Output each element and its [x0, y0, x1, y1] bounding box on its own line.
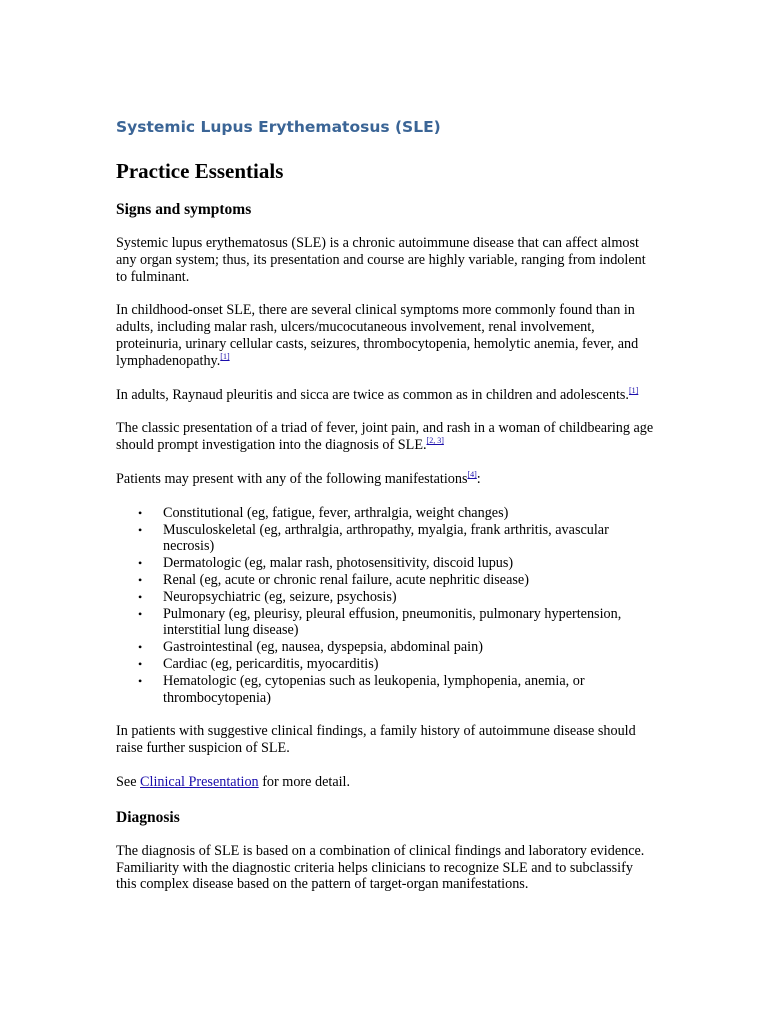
list-item [116, 555, 656, 572]
list-item [116, 572, 656, 589]
list-item-text: Hematologic (eg, cytopenias such as leukopenia, lymphopenia, anemia, or thrombocytopenia) [163, 672, 585, 706]
subheading-signs-and-symptoms: Signs and symptoms [116, 201, 252, 218]
paragraph-childhood-onset [116, 302, 656, 369]
paragraph-diagnosis [116, 843, 656, 893]
paragraph-text: The diagnosis of SLE is based on a combination of clinical findings and laboratory evidence. Familiarity with the diagnostic criteria helps clinicians to recognize SLE and to subclassify this complex disease based on the pattern of target-organ manifestations. [116, 842, 645, 893]
list-item-text: Gastrointestinal (eg, nausea, dyspepsia, abdominal pain) [163, 639, 483, 656]
list-item [116, 589, 656, 606]
section-heading-practice-essentials: Practice Essentials [116, 159, 284, 183]
list-item [116, 606, 656, 640]
paragraph-sle-overview [116, 235, 656, 285]
reference-link-4[interactable]: [4] [467, 469, 477, 479]
reference-link-1[interactable]: [1] [628, 385, 639, 395]
paragraph-text: The classic presentation of a triad of fever, joint pain, and rash in a woman of childbearing age should prompt investigation into the diagnosis of SLE. [116, 420, 654, 454]
bullet-icon: • [138, 505, 143, 520]
list-item [116, 639, 656, 656]
list-item [116, 505, 656, 522]
list-item-text: Musculoskeletal (eg, arthralgia, arthropathy, myalgia, frank arthritis, avascular necrosis) [163, 521, 609, 555]
paragraph-text: for more detail. [258, 773, 351, 790]
list-item [116, 656, 656, 673]
bullet-icon: • [138, 640, 143, 655]
paragraph-text: Systemic lupus erythematosus (SLE) is a chronic autoimmune disease that can affect almost any organ system; thus, its presentation and course are highly variable, ranging from indolent to fulminant. [116, 235, 646, 285]
paragraph-manifestations-intro [116, 471, 656, 488]
document-title: Systemic Lupus Erythematosus (SLE) [116, 118, 441, 136]
paragraph-text: Patients may present with any of the following manifestations [116, 470, 468, 487]
paragraph-text: In childhood-onset SLE, there are several clinical symptoms more commonly found than in adults, including malar rash, ulcers/mucocutaneous involvement, renal involvement, proteinuria, urinary cellular casts, seizures, thrombocytopenia, hemolytic anemia, fever, and lymphadenopathy. [116, 302, 639, 369]
list-item-text: Renal (eg, acute or chronic renal failure, acute nephritic disease) [163, 571, 529, 588]
bullet-icon: • [138, 589, 143, 604]
list-item-text: Constitutional (eg, fatigue, fever, arthralgia, weight changes) [163, 504, 509, 521]
paragraph-text: In patients with suggestive clinical findings, a family history of autoimmune disease should raise further suspicion of SLE. [116, 723, 636, 757]
paragraph-classic-triad [116, 420, 656, 454]
paragraph-text: See [116, 773, 141, 790]
paragraph-see-more [116, 774, 656, 791]
bullet-icon: • [138, 572, 143, 587]
bullet-icon: • [138, 556, 143, 571]
list-item-text: Dermatologic (eg, malar rash, photosensitivity, discoid lupus) [163, 555, 514, 572]
subheading-diagnosis: Diagnosis [116, 808, 180, 826]
bullet-icon: • [138, 656, 143, 671]
manifestations-list [116, 505, 656, 707]
list-item-text: Pulmonary (eg, pleurisy, pleural effusion, pneumonitis, pulmonary hypertension, interstitial lung disease) [163, 605, 622, 639]
bullet-icon: • [138, 606, 143, 621]
clinical-presentation-link[interactable]: Clinical Presentation [140, 773, 259, 790]
list-item [116, 522, 656, 556]
paragraph-text: : [476, 470, 481, 487]
bullet-icon: • [138, 522, 143, 537]
reference-link-2-3[interactable]: [2, 3] [426, 436, 444, 446]
paragraph-adults [116, 387, 656, 404]
list-item-text: Cardiac (eg, pericarditis, myocarditis) [163, 655, 379, 672]
list-item-text: Neuropsychiatric (eg, seizure, psychosis) [163, 588, 397, 605]
document-content [116, 116, 656, 893]
list-item [116, 673, 656, 707]
paragraph-text: In adults, Raynaud pleuritis and sicca are twice as common as in children and adolescents. [116, 386, 629, 403]
reference-link-1[interactable]: [1] [220, 351, 230, 361]
bullet-icon: • [138, 673, 143, 688]
paragraph-family-history [116, 723, 656, 757]
